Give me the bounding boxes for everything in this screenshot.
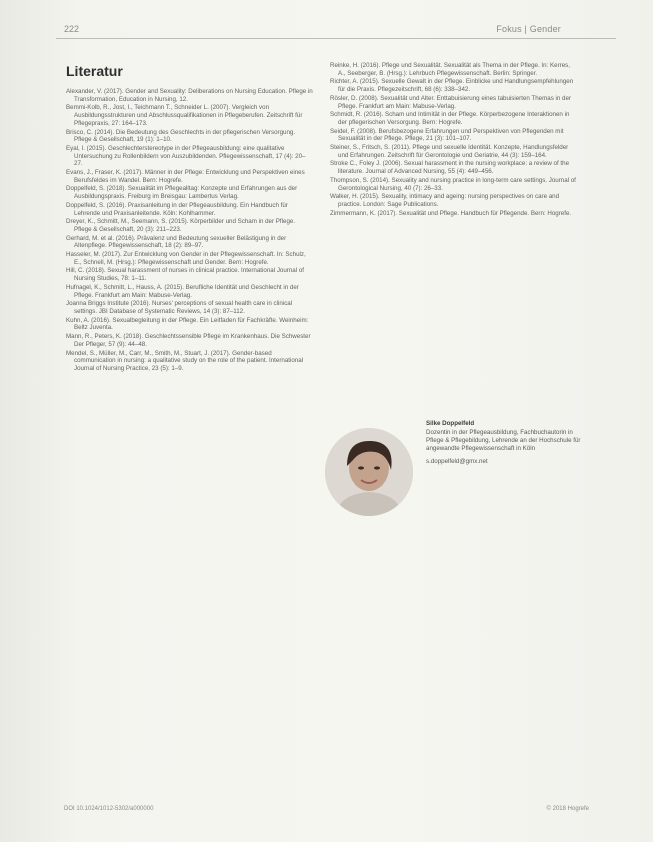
reference-entry: Evans, J., Fraser, K. (2017). Männer in der Pflege: Entwicklung und Perspektiven eines Berufsfeldes im Wandel. Bern: Hogrefe. [66, 169, 305, 184]
reference-entry: Richter, A. (2015). Sexuelle Gewalt in der Pflege. Einblicke und Handlungsempfehlungen für die Praxis. Pflegezeitschrift, 68 (6): 338–342. [330, 78, 574, 94]
author-email-link[interactable]: s.doppelfeld@gmx.net [426, 458, 488, 465]
footer-publisher: © 2018 Hogrefe [546, 806, 589, 812]
author-name: Silke Doppelfeld [426, 420, 475, 427]
reference-entry: Bemmi-Kolb, R., Jost, I., Teichmann T., Schneider L. (2007). Vergleich von Ausbildungsstrukturen und Abschlussqualifikationen in Pflegeberufen. Zeitschrift für Pflegepraxis, 27: 164–173. [66, 104, 303, 127]
reference-entry: Thompson, S. (2014). Sexuality and nursing practice in long-term care settings. Journal of Gerontological Nursing, 40 (7): 26–33. [330, 176, 576, 192]
reference-entry: Reinke, H. (2016). Pflege und Sexualität. Sexualität als Thema in der Pflege. In: Kerres, A., Seeberger, B. (Hrsg.): Lehrbuch Pflegewissenschaft. Berlin: Springer. [330, 62, 570, 77]
reference-entry: Alexander, V. (2017). Gender and Sexuality: Deliberations on Nursing Education. Pflege in Transformation, Education in Nursing, 12. [66, 88, 313, 103]
author-bio: Dozentin in der Pflegeausbildung, Fachbuchautorin in Pflege & Pflegebildung, Lehrende an der Hochschule für angewandte Pflegewissenschaft in Köln [426, 429, 581, 452]
reference-entry: Schmidt, R. (2016). Scham und Intimität in der Pflege. Körperbezogene Interaktionen in der pflegerischen Versorgung. Bern: Hogrefe. [330, 111, 570, 126]
references-right-column [330, 62, 578, 218]
author-box [426, 420, 586, 466]
reference-entry: Mann, R., Peters, K. (2018). Geschlechtssensible Pflege im Krankenhaus. Die Schwester Der Pfleger, 57 (9): 44–48. [66, 333, 311, 348]
reference-entry: Eyal, I. (2015). Geschlechterstereotype in der Pflegeausbildung: eine qualitative Untersuchung zu Rollenbildern von Auszubildenden. Pflegewissenschaft, 17 (4): 20–27. [66, 144, 306, 168]
running-head: Fokus | Gender [496, 24, 561, 34]
reference-entry: Zimmermann, K. (2017). Sexualität und Pflege. Handbuch für Pflegende. Bern: Hogrefe. [330, 209, 572, 217]
reference-entry: Mendel, S., Müller, M., Carr, M., Smith, M., Stuart, J. (2017). Gender-based communication in nursing: a qualitative study on the role of the patient. International Journal of Nursing Practice, 23 (5): 1–9. [66, 349, 304, 372]
reference-entry: Hufnagel, K., Schmitt, L., Hauss, A. (2015). Berufliche Identität und Geschlecht in der Pflege. Frankfurt am Main: Mabuse-Verlag. [66, 283, 299, 299]
header-rule [56, 38, 616, 39]
reference-entry: Brisco, C. (2014). Die Bedeutung des Geschlechts in der pflegerischen Versorgung. Pflege & Gesellschaft, 19 (1): 1–10. [66, 128, 296, 144]
reference-entry: Steiner, S., Fritsch, S. (2011). Pflege und sexuelle Identität. Konzepte, Handlungsfelder und Erfahrungen. Zeitschrift für Gerontologie und Geriatrie, 44 (3): 159–164. [330, 144, 569, 159]
reference-entry: Joanna Briggs Institute (2016). Nurses' perceptions of sexual health care in clinical settings. JBI Database of Systematic Reviews, 14 (3): 87–112. [66, 300, 293, 315]
reference-entry: Kuhn, A. (2016). Sexualbegleitung in der Pflege. Ein Leitfaden für Fachkräfte. Weinheim: Beltz Juventa. [66, 316, 309, 332]
reference-entry: Gerhard, M. et al. (2016). Prävalenz und Bedeutung sexueller Belästigung in der Altenpflege. Pflegewissenschaft, 18 (2): 89–97. [66, 234, 287, 250]
reference-entry: Walker, H. (2015). Sexuality, intimacy and ageing: nursing perspectives on care and practice. London: Sage Publications. [330, 193, 560, 208]
section-title: Literatur [66, 63, 123, 79]
reference-entry: Rösler, D. (2008). Sexualität und Alter. Enttabuisierung eines tabuisierten Themas in der Pflege. Frankfurt am Main: Mabuse-Verlag. [330, 94, 571, 110]
reference-entry: Doppelfeld, S. (2018). Sexualität im Pflegealltag: Konzepte und Erfahrungen aus der Ausbildungspraxis. Freiburg im Breisgau: Lambertus Verlag. [66, 185, 298, 201]
reference-entry: Dreyer, K., Schmitt, M., Seemann, S. (2015). Körperbilder und Scham in der Pflege. Pflege & Gesellschaft, 20 (3): 211–223. [66, 218, 296, 233]
author-portrait-icon [325, 428, 413, 516]
reference-entry: Stroke C., Foley J. (2006). Sexual harassment in the nursing workplace: a review of the literature. Journal of Advanced Nursing, 55 (4): 449–456. [330, 160, 570, 176]
reference-entry: Seidel, F. (2008). Berufsbezogene Erfahrungen und Perspektiven von Pflegenden mit Sexualität in der Pflege. Pflege, 21 (3): 101–107. [330, 127, 564, 143]
reference-entry: Hasseler, M. (2017). Zur Entwicklung von Gender in der Pflegewissenschaft. In: Schulz, E., Schnell, M. (Hrsg.): Pflegewissenschaft und Gender. Bern: Hogrefe. [66, 251, 306, 266]
references-left-column [66, 88, 314, 374]
page-number: 222 [64, 24, 80, 34]
reference-entry: Hill, C. (2018). Sexual harassment of nurses in clinical practice. International Journal of Nursing Studies, 78: 1–11. [66, 267, 304, 283]
footer-doi: DOI 10.1024/1012-5302/a000000 [64, 806, 154, 812]
reference-entry: Doppelfeld, S. (2016). Praxisanleitung in der Pflegeausbildung. Ein Handbuch für Lehrende und Praxisanleitende. Köln: Kohlhammer. [66, 201, 288, 217]
author-photo [325, 428, 413, 516]
